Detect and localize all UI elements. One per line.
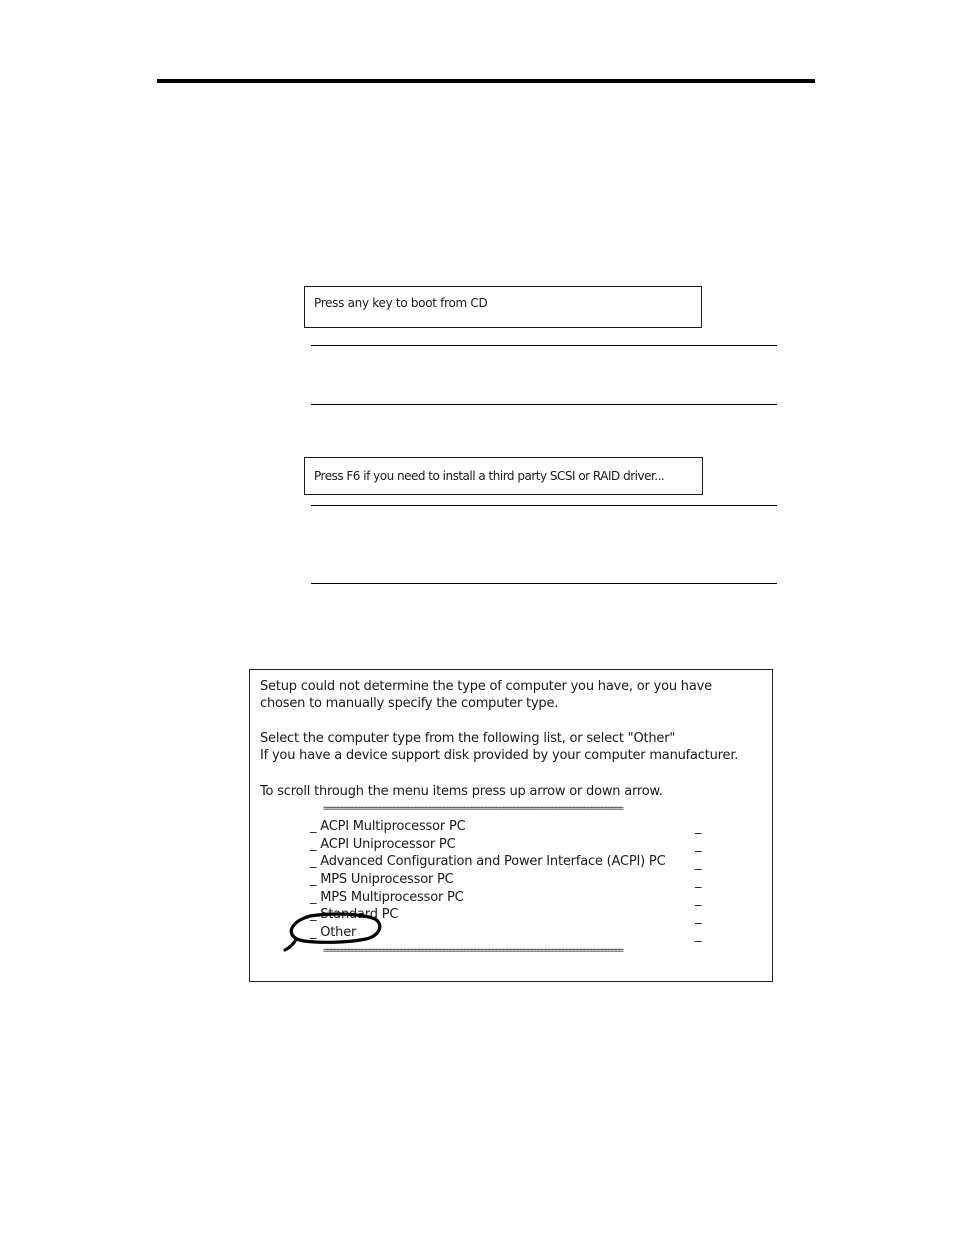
boot-prompt-text: Press any key to boot from CD <box>314 296 488 310</box>
menu-item-mps-uniprocessor[interactable]: _ MPS Uniprocessor PC <box>310 872 454 887</box>
scroll-mark-3: _ <box>695 856 702 871</box>
menu-item-standard-pc[interactable]: _ Standard PC <box>310 907 399 922</box>
intro-line-2: chosen to manually specify the computer type. <box>260 696 559 711</box>
scroll-mark-5: _ <box>695 892 702 907</box>
scroll-hint: To scroll through the menu items press up arrow or down arrow. <box>260 784 663 799</box>
note-rule-bottom <box>311 404 777 405</box>
menu-separator-bottom: ===================================================================================== <box>323 946 623 956</box>
menu-item-other[interactable]: _ Other <box>310 925 357 940</box>
note-rule-top <box>311 345 777 346</box>
note-rule-bottom-2 <box>311 583 777 584</box>
scroll-mark-1: _ <box>695 820 702 835</box>
menu-item-acpi-uniprocessor[interactable]: _ ACPI Uniprocessor PC <box>310 837 456 852</box>
scroll-mark-7: _ <box>695 928 702 943</box>
menu-item-acpi-pc[interactable]: _ Advanced Configuration and Power Interface (ACPI) PC <box>310 854 666 869</box>
header-rule <box>157 79 815 83</box>
scroll-mark-2: _ <box>695 838 702 853</box>
hand-drawn-circle-icon <box>280 910 390 958</box>
scroll-mark-4: _ <box>695 874 702 889</box>
menu-item-mps-multiprocessor[interactable]: _ MPS Multiprocessor PC <box>310 890 464 905</box>
driver-prompt-text: Press F6 if you need to install a third party SCSI or RAID driver... <box>314 469 665 483</box>
scroll-mark-6: _ <box>695 910 702 925</box>
note-rule-top-2 <box>311 505 777 506</box>
menu-separator-top: ===================================================================================== <box>323 804 623 814</box>
select-line-1: Select the computer type from the following list, or select "Other" <box>260 731 676 746</box>
intro-line-1: Setup could not determine the type of computer you have, or you have <box>260 679 712 694</box>
select-line-2: If you have a device support disk provided by your computer manufacturer. <box>260 748 739 763</box>
menu-item-acpi-multiprocessor[interactable]: _ ACPI Multiprocessor PC <box>310 819 466 834</box>
